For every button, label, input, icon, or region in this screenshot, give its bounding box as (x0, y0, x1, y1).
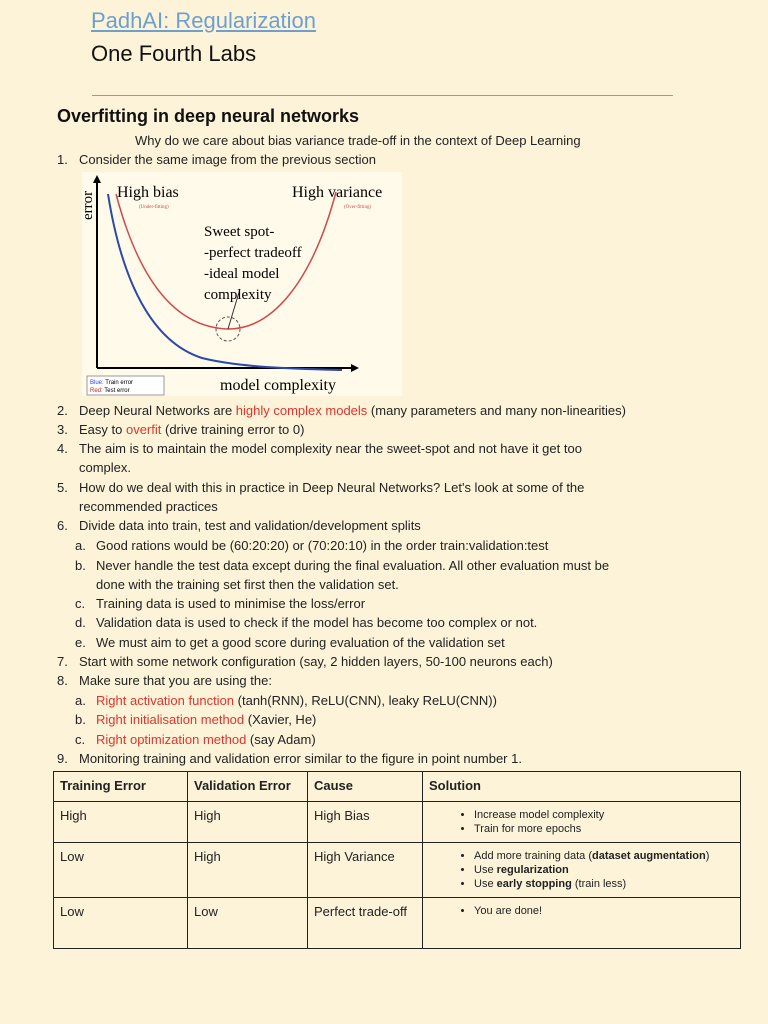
solution-item (474, 808, 734, 822)
list-item-text (96, 556, 609, 575)
table-header-row (54, 772, 741, 802)
sweet-spot-line-1: Sweet spot- (204, 224, 275, 240)
x-axis-arrow-icon (351, 364, 359, 372)
list-item-text (79, 671, 272, 690)
y-axis-label: error (80, 190, 96, 220)
highlighted-term: overfit (125, 422, 162, 437)
list-marker: 2. (57, 403, 68, 418)
text-segment: The aim is to maintain the model complexity near the sweet-spot and not have it get too (79, 441, 582, 456)
text-segment: Monitoring training and validation error similar to the figure in point number 1. (79, 751, 522, 766)
list-item-text (96, 536, 548, 555)
text-segment: Divide data into train, test and validation/development splits (79, 518, 421, 533)
text-segment: Good rations would be (60:20:20) or (70:20:10) in the order train:validation:test (96, 538, 549, 553)
list-marker: 5. (57, 480, 68, 495)
cell-cause: High Variance (308, 843, 423, 898)
error-diagnosis-table (53, 771, 741, 949)
text-segment: (drive training error to 0) (161, 422, 305, 437)
text-segment: Never handle the test data except during the final evaluation. All other evaluation must be (96, 558, 610, 573)
x-axis-label: model complexity (220, 377, 336, 394)
highlighted-term: Right initialisation method (96, 712, 245, 727)
list-marker: 9. (57, 751, 68, 766)
text-segment: complex. (79, 460, 132, 475)
list-item-text (79, 516, 421, 535)
table-row (54, 898, 741, 949)
list-item-text (96, 613, 537, 632)
highlighted-term: Right optimization method (96, 732, 247, 747)
text-segment: Use (474, 878, 497, 890)
cell-validation-error: High (188, 802, 308, 843)
list-marker: 8. (57, 673, 68, 688)
legend-blue-text: Train error (105, 380, 134, 386)
cell-solution (423, 843, 741, 898)
list-marker: b. (75, 558, 86, 573)
text-segment: (Xavier, He) (244, 712, 317, 727)
header-validation-error: Validation Error (188, 772, 308, 802)
text-segment: (train less) (571, 878, 627, 890)
cell-validation-error: Low (188, 898, 308, 949)
legend-red-key: Red: (90, 388, 103, 394)
under-fitting-label: (Under-fitting) (139, 205, 169, 210)
cell-training-error: High (54, 802, 188, 843)
solution-item (474, 863, 734, 877)
list-marker: 6. (57, 518, 68, 533)
header-solution: Solution (423, 772, 741, 802)
text-segment: Deep Neural Networks are (79, 403, 236, 418)
legend-blue-key: Blue: (90, 380, 104, 386)
text-segment: Consider the same image from the previous section (79, 152, 376, 167)
cell-validation-error: High (188, 843, 308, 898)
list-marker: e. (75, 635, 86, 650)
solution-item (474, 822, 734, 836)
list-item-text (96, 594, 365, 613)
sweet-spot-line-2: -perfect tradeoff (204, 245, 302, 261)
list-item-text (96, 633, 505, 652)
text-segment: Validation data is used to check if the model has become too complex or not. (96, 615, 538, 630)
cell-training-error: Low (54, 898, 188, 949)
text-segment: (say Adam) (246, 732, 316, 747)
list-item-text (79, 458, 131, 477)
cell-solution (423, 898, 741, 949)
cell-solution (423, 802, 741, 843)
list-marker: a. (75, 693, 86, 708)
cell-cause: High Bias (308, 802, 423, 843)
list-item-text (96, 575, 399, 594)
list-item-text (79, 478, 584, 497)
text-segment: done with the training set first then the validation set. (96, 577, 399, 592)
train-error-curve (108, 194, 342, 370)
text-segment: (many parameters and many non-linearities) (367, 403, 626, 418)
cell-cause: Perfect trade-off (308, 898, 423, 949)
text-segment: Start with some network configuration (say, 2 hidden layers, 50-100 neurons each) (79, 654, 553, 669)
list-item-text (79, 420, 304, 439)
text-segment: regularization (496, 864, 569, 876)
legend-red-text: Test error (104, 388, 130, 394)
list-item-text (79, 497, 218, 516)
solution-list (429, 808, 734, 836)
list-marker: c. (75, 732, 86, 747)
text-segment: How do we deal with this in practice in Deep Neural Networks? Let's look at some of the (79, 480, 585, 495)
text-segment: Train for more epochs (474, 823, 582, 835)
text-segment: Add more training data ( (474, 850, 593, 862)
solution-item (474, 877, 734, 891)
high-bias-label: High bias (117, 184, 179, 201)
list-marker: d. (75, 615, 86, 630)
list-marker: 7. (57, 654, 68, 669)
high-variance-label: High variance (292, 184, 383, 201)
solution-list (429, 904, 734, 918)
text-segment: We must aim to get a good score during evaluation of the validation set (96, 635, 505, 650)
list-item-text (79, 652, 553, 671)
solution-item (474, 849, 734, 863)
cell-training-error: Low (54, 843, 188, 898)
solution-list (429, 849, 734, 891)
list-item-text (79, 439, 582, 458)
list-item-text (96, 730, 316, 749)
list-marker: 3. (57, 422, 68, 437)
list-marker: c. (75, 596, 86, 611)
document-subtitle: One Fourth Labs (91, 41, 257, 66)
text-segment: Easy to (79, 422, 126, 437)
text-segment: Increase model complexity (474, 809, 605, 821)
divider (92, 95, 673, 96)
text-segment: ) (705, 850, 710, 862)
list-item-text (79, 749, 522, 768)
table-row (54, 802, 741, 843)
legend-test (90, 388, 130, 394)
text-segment: early stopping (496, 878, 572, 890)
list-marker: 1. (57, 152, 68, 167)
list-marker: b. (75, 712, 86, 727)
text-segment: (tanh(RNN), ReLU(CNN), leaky ReLU(CNN)) (234, 693, 497, 708)
text-segment: Training data is used to minimise the loss/error (96, 596, 366, 611)
header-training-error: Training Error (54, 772, 188, 802)
list-marker: a. (75, 538, 86, 553)
bias-variance-plot (82, 172, 402, 396)
text-segment: dataset augmentation (592, 850, 706, 862)
legend-train (90, 380, 133, 386)
list-marker: 4. (57, 441, 68, 456)
text-segment: Make sure that you are using the: (79, 673, 272, 688)
bias-variance-figure (82, 172, 402, 396)
list-item-text (96, 691, 497, 710)
list-item-text (96, 710, 316, 729)
over-fitting-label: (Over-fitting) (344, 205, 372, 210)
text-segment: You are done! (474, 905, 543, 917)
list-item-text (79, 401, 626, 420)
highlighted-term: highly complex models (235, 403, 368, 418)
section-intro: Why do we care about bias variance trade-off in the context of Deep Learning (135, 133, 581, 148)
sweet-spot-line-4: complexity (204, 287, 272, 303)
text-segment: recommended practices (79, 499, 218, 514)
list-item-text (79, 150, 376, 169)
solution-item (474, 904, 734, 918)
document-title[interactable]: PadhAI: Regularization (91, 8, 317, 33)
sweet-spot-line-3: -ideal model (204, 266, 280, 282)
header-cause: Cause (308, 772, 423, 802)
text-segment: Use (474, 864, 497, 876)
table-row (54, 843, 741, 898)
y-axis-arrow-icon (93, 175, 101, 183)
section-heading: Overfitting in deep neural networks (57, 106, 360, 126)
highlighted-term: Right activation function (96, 693, 235, 708)
